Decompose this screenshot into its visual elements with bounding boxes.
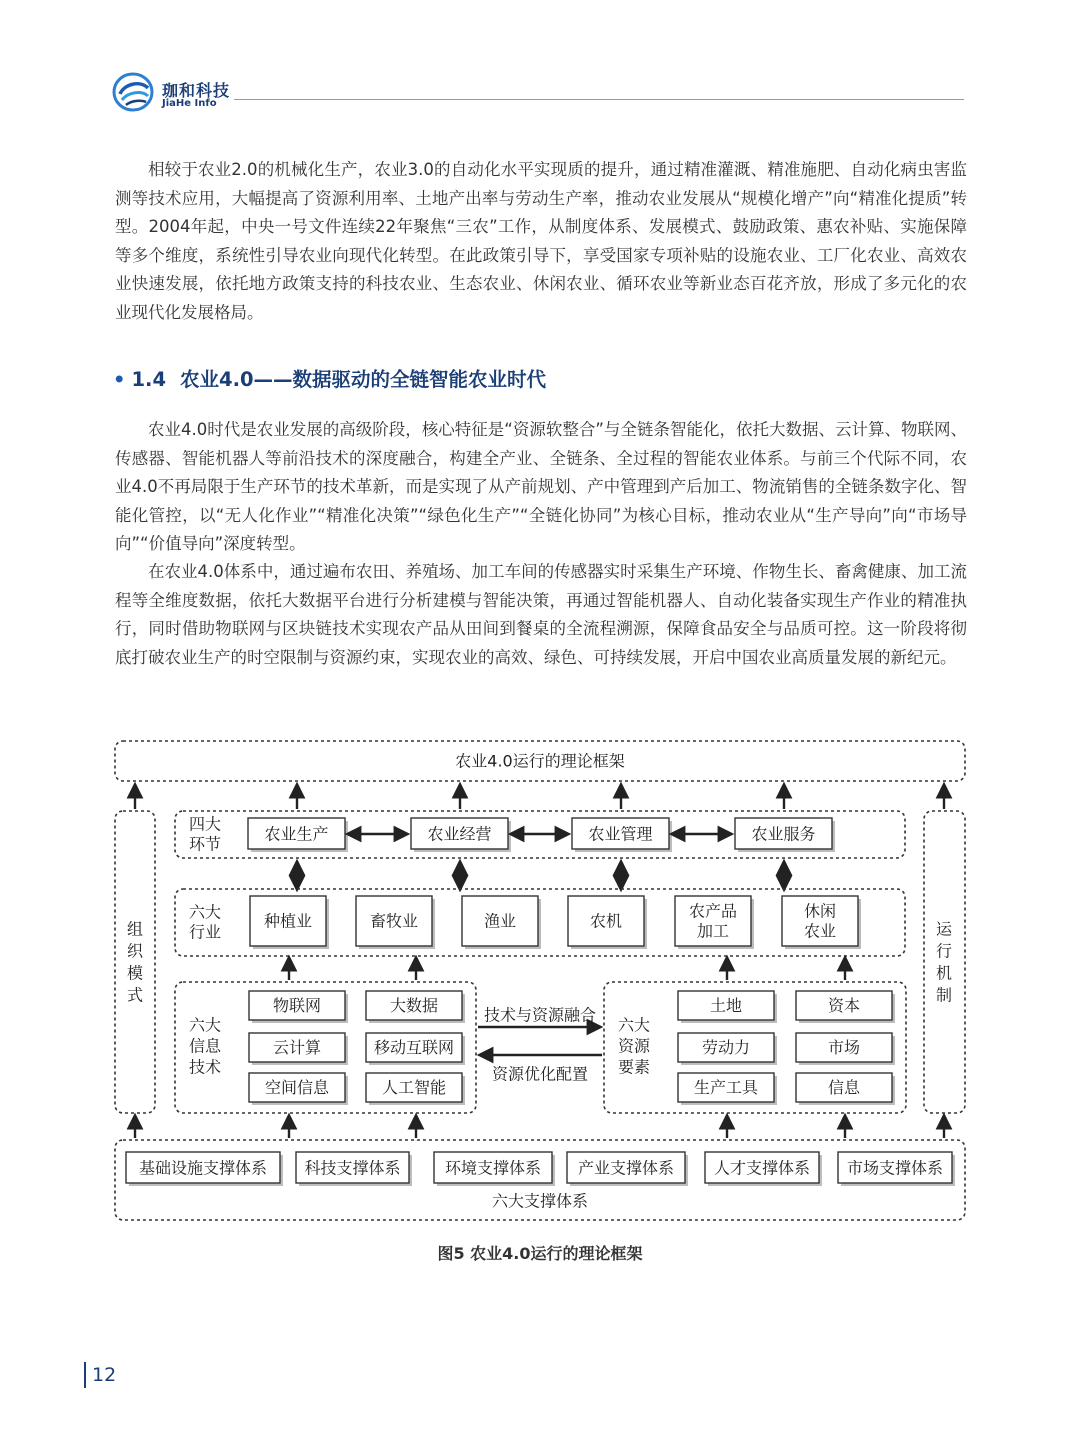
page-number: 12	[84, 1362, 116, 1388]
tech-label: 移动互联网	[373, 1038, 455, 1057]
links-row-label: 环节	[188, 834, 222, 854]
figure-caption: 图5 农业4.0运行的理论框架	[437, 1244, 643, 1263]
resources-row-label: 要素	[617, 1057, 651, 1077]
right-side-label: 运	[935, 919, 953, 939]
right-side-frame	[924, 811, 965, 1113]
tech-row-label: 信息	[188, 1036, 222, 1056]
support-label: 科技支撑体系	[304, 1158, 401, 1178]
industry-label: 农业	[803, 921, 837, 941]
allocation-label: 资源优化配置	[491, 1064, 589, 1084]
industry-label: 种植业	[263, 911, 313, 931]
industries-row-label: 六大	[188, 902, 222, 922]
support-label: 产业支撑体系	[577, 1158, 675, 1178]
support-label: 环境支撑体系	[444, 1158, 542, 1178]
section-title: 农业4.0——数据驱动的全链智能农业时代	[180, 368, 547, 391]
paragraph-text: 在农业4.0体系中，通过遍布农田、养殖场、加工车间的传感器实时采集生产环境、作物生长、畜禽健康、加工流程等全维度数据，依托大数据平台进行分析建模与智能决策，再通过智能机器人、自动化装备实现生产作业的精准执行，同时借助物联网与区块链技术实现农产品从田间到餐桌的全流程溯源，保障食品安全与品质可控。这一阶段将彻底打破农业生产的时空限制与资源约束，实现农业的高效、绿色、可持续发展，开启中国农业高质量发展的新纪元。	[115, 562, 967, 667]
support-label: 基础设施支撑体系	[138, 1158, 268, 1178]
tech-label: 物联网	[272, 996, 322, 1015]
support-label: 市场支撑体系	[846, 1158, 944, 1178]
resources-row-label: 资源	[617, 1036, 651, 1056]
tech-label: 空间信息	[264, 1078, 330, 1097]
resource-label: 市场	[827, 1038, 861, 1057]
bullet-icon: •	[113, 368, 126, 391]
left-side-label: 织	[126, 941, 144, 961]
top-frame-label: 农业4.0运行的理论框架	[455, 751, 625, 771]
industry-label: 加工	[696, 921, 730, 941]
industry-label: 农机	[589, 911, 623, 931]
industry-label: 休闲	[803, 901, 837, 921]
left-side-frame	[115, 811, 155, 1113]
link-label: 农业服务	[751, 824, 816, 844]
support-label: 人才支撑体系	[713, 1158, 811, 1178]
resource-label: 资本	[827, 996, 861, 1015]
tech-row-label: 技术	[188, 1057, 222, 1077]
industry-label: 农产品	[688, 901, 738, 921]
tech-label: 云计算	[272, 1038, 322, 1057]
left-side-label: 组	[126, 919, 144, 939]
right-side-label: 制	[935, 985, 953, 1005]
links-row-label: 四大	[188, 814, 222, 834]
supports-label: 六大支撑体系	[491, 1191, 589, 1211]
resource-label: 生产工具	[693, 1078, 759, 1097]
section-number: 1.4	[131, 368, 167, 391]
right-side-label: 行	[935, 941, 953, 961]
resource-label: 劳动力	[701, 1038, 751, 1057]
fusion-label: 技术与资源融合	[483, 1005, 597, 1025]
paragraph-text: 农业4.0时代是农业发展的高级阶段，核心特征是“资源软整合”与全链条智能化，依托大数据、云计算、物联网、传感器、智能机器人等前沿技术的深度融合，构建全产业、全链条、全过程的智能农业体系。与前三个代际不同，农业4.0不再局限于生产环节的技术革新，而是实现了从产前规划、产中管理到产后加工、物流销售的全链条数字化、智能化管控，以“无人化作业”“精准化决策”“绿色化生产”“全链化协同”为核心目标，推动农业从“生产导向”向“市场导向”“价值导向”深度转型。	[115, 420, 967, 553]
paragraph-text: 相较于农业2.0的机械化生产，农业3.0的自动化水平实现质的提升，通过精准灌溉、精准施肥、自动化病虫害监测等技术应用，大幅提高了资源利用率、土地产出率与劳动生产率，推动农业发展从“规模化增产”向“精准化提质”转型。2004年起，中央一号文件连续22年聚焦“三农”工作，从制度体系、发展模式、鼓励政策、惠农补贴、实施保障等多个维度，系统性引导农业向现代化转型。在此政策引导下，享受国家专项补贴的设施农业、工厂化农业、高效农业快速发展，依托地方政策支持的科技农业、生态农业、休闲农业、循环农业等新业态百花齐放，形成了多元化的农业现代化发展格局。	[115, 160, 967, 322]
right-side-label: 机	[935, 963, 953, 983]
tech-row-label: 六大	[188, 1015, 222, 1035]
brand-name-en: JiaHe Info	[162, 98, 217, 109]
link-label: 农业管理	[588, 824, 653, 844]
left-side-label: 模	[126, 963, 144, 983]
resource-label: 信息	[827, 1078, 861, 1097]
resource-label: 土地	[709, 996, 743, 1015]
tech-label: 大数据	[389, 996, 439, 1015]
brand-name: 珈和科技	[162, 81, 231, 100]
tech-label: 人工智能	[381, 1078, 447, 1097]
link-label: 农业生产	[264, 824, 329, 844]
link-label: 农业经营	[427, 824, 492, 844]
industry-label: 畜牧业	[369, 911, 419, 931]
industries-row-label: 行业	[188, 922, 222, 942]
industry-label: 渔业	[483, 911, 517, 931]
resources-row-label: 六大	[617, 1015, 651, 1035]
left-side-label: 式	[126, 985, 144, 1005]
